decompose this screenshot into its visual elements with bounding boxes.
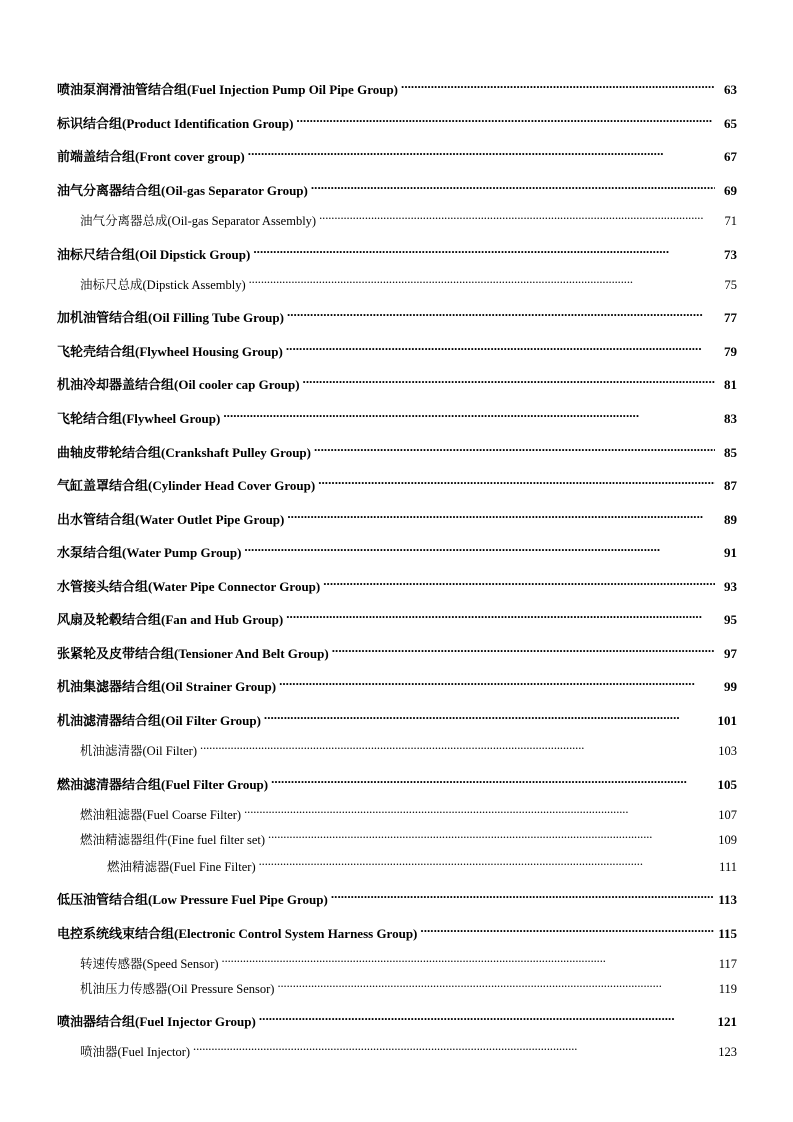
toc-entry-title: 喷油泵润滑油管结合组(Fuel Injection Pump Oil Pipe Group) (57, 82, 399, 97)
toc-entry-title: 机油冷却器盖结合组(Oil cooler cap Group) (57, 377, 300, 392)
toc-entry[interactable] (0, 74, 793, 97)
dot-leader (259, 851, 715, 871)
toc-entry[interactable] (0, 239, 793, 262)
dot-leader (401, 74, 715, 94)
toc-subsubentry[interactable] (0, 851, 793, 874)
dot-leader (287, 302, 715, 322)
toc-entry-page: 67 (724, 149, 737, 164)
toc-entry-page: 105 (717, 777, 737, 792)
toc-entry-page: 83 (724, 411, 737, 426)
toc-subentry[interactable] (0, 269, 793, 292)
dot-leader (296, 108, 715, 128)
dot-leader (303, 369, 715, 389)
toc-entry-page: 123 (718, 1045, 737, 1059)
toc-entry-page: 119 (718, 982, 737, 996)
dot-leader (331, 884, 714, 904)
toc-entry-title: 标识结合组(Product Identification Group) (57, 116, 294, 131)
dot-leader (420, 918, 714, 938)
toc-entry-page: 87 (724, 478, 737, 493)
dot-leader (248, 141, 715, 161)
dot-leader (249, 269, 715, 289)
toc-entry[interactable] (0, 1006, 793, 1029)
toc-entry-title: 油气分离器总成(Oil-gas Separator Assembly) (80, 214, 317, 228)
dot-leader (264, 705, 714, 725)
toc-subentry[interactable] (0, 824, 793, 847)
dot-leader (314, 437, 715, 457)
toc-entry-page: 71 (724, 214, 737, 228)
toc-entry[interactable] (0, 504, 793, 527)
toc-entry-page: 101 (717, 713, 737, 728)
toc-entry[interactable] (0, 369, 793, 392)
toc-entry-page: 73 (724, 247, 737, 262)
toc-entry[interactable] (0, 108, 793, 131)
toc-entry-title: 燃油精滤器(Fuel Fine Filter) (107, 860, 256, 874)
toc-entry[interactable] (0, 884, 793, 907)
toc-entry-page: 93 (724, 579, 737, 594)
toc-entry[interactable] (0, 571, 793, 594)
dot-leader (318, 470, 715, 490)
toc-entry-page: 81 (724, 377, 737, 392)
toc-entry-title: 出水管结合组(Water Outlet Pipe Group) (57, 512, 285, 527)
toc-entry-page: 77 (724, 310, 737, 325)
toc-entry-page: 91 (724, 545, 737, 560)
toc-entry[interactable] (0, 638, 793, 661)
toc-entry-page: 113 (718, 892, 737, 907)
toc-entry-page: 99 (724, 679, 737, 694)
dot-leader (332, 638, 715, 658)
toc-entry[interactable] (0, 403, 793, 426)
toc-entry[interactable] (0, 769, 793, 792)
dot-leader (244, 799, 714, 819)
dot-leader (286, 336, 715, 356)
toc-entry-title: 燃油精滤器组件(Fine fuel filter set) (80, 833, 266, 847)
toc-entry-page: 79 (724, 344, 737, 359)
dot-leader (279, 671, 715, 691)
toc-entry-title: 油气分离器结合组(Oil-gas Separator Group) (57, 183, 308, 198)
toc-entry-title: 电控系统线束结合组(Electronic Control System Harness Group) (57, 926, 418, 941)
toc-entry-title: 风扇及轮毂结合组(Fan and Hub Group) (57, 612, 284, 627)
dot-leader (311, 175, 715, 195)
dot-leader (268, 824, 714, 844)
dot-leader (244, 537, 715, 557)
toc-entry[interactable] (0, 918, 793, 941)
dot-leader (319, 205, 715, 225)
toc-entry[interactable] (0, 175, 793, 198)
toc-entry-title: 机油集滤器结合组(Oil Strainer Group) (57, 679, 277, 694)
toc-entry-page: 69 (724, 183, 737, 198)
toc-entry-title: 燃油滤清器结合组(Fuel Filter Group) (57, 777, 269, 792)
toc-entry-title: 气缸盖罩结合组(Cylinder Head Cover Group) (57, 478, 316, 493)
toc-entry-title: 曲轴皮带轮结合组(Crankshaft Pulley Group) (57, 445, 311, 460)
toc-entry-title: 飞轮结合组(Flywheel Group) (57, 411, 221, 426)
toc-subentry[interactable] (0, 735, 793, 758)
dot-leader (253, 239, 715, 259)
toc-entry-title: 油标尺结合组(Oil Dipstick Group) (57, 247, 251, 262)
toc-entry-title: 水泵结合组(Water Pump Group) (57, 545, 242, 560)
dot-leader (259, 1006, 714, 1026)
toc-entry-title: 低压油管结合组(Low Pressure Fuel Pipe Group) (57, 892, 328, 907)
dot-leader (277, 973, 714, 993)
toc-entry-title: 飞轮壳结合组(Flywheel Housing Group) (57, 344, 283, 359)
toc-subentry[interactable] (0, 1036, 793, 1059)
toc-entry-page: 115 (718, 926, 737, 941)
toc-entry-title: 燃油粗滤器(Fuel Coarse Filter) (80, 808, 242, 822)
toc-entry-page: 65 (724, 116, 737, 131)
toc-entry-page: 107 (718, 808, 737, 822)
dot-leader (323, 571, 715, 591)
dot-leader (200, 735, 714, 755)
toc-entry-page: 85 (724, 445, 737, 460)
dot-leader (193, 1036, 714, 1056)
toc-entry-title: 机油滤清器(Oil Filter) (80, 744, 198, 758)
dot-leader (287, 504, 715, 524)
toc-entry-title: 转速传感器(Speed Sensor) (80, 957, 219, 971)
toc-subentry[interactable] (0, 205, 793, 228)
toc-entry[interactable] (0, 671, 793, 694)
toc-entry[interactable] (0, 437, 793, 460)
toc-entry[interactable] (0, 537, 793, 560)
toc-subentry[interactable] (0, 799, 793, 822)
toc-entry[interactable] (0, 604, 793, 627)
dot-leader (222, 948, 715, 968)
toc-entry-title: 水管接头结合组(Water Pipe Connector Group) (57, 579, 321, 594)
toc-subentry[interactable] (0, 973, 793, 996)
toc-entry-page: 117 (718, 957, 737, 971)
toc-entry-page: 63 (724, 82, 737, 97)
toc-entry-title: 机油压力传感器(Oil Pressure Sensor) (80, 982, 275, 996)
toc-subentry[interactable] (0, 948, 793, 971)
toc-entry-page: 109 (718, 833, 737, 847)
toc-entry-page: 89 (724, 512, 737, 527)
dot-leader (286, 604, 715, 624)
toc-entry-page: 121 (717, 1014, 737, 1029)
toc-entry-page: 111 (719, 860, 737, 874)
toc-entry[interactable] (0, 302, 793, 325)
toc-entry[interactable] (0, 705, 793, 728)
toc-entry-title: 喷油器(Fuel Injector) (80, 1045, 191, 1059)
toc-entry[interactable] (0, 336, 793, 359)
toc-entry-title: 加机油管结合组(Oil Filling Tube Group) (57, 310, 284, 325)
toc-entry-title: 张紧轮及皮带结合组(Tensioner And Belt Group) (57, 646, 329, 661)
toc-entry[interactable] (0, 470, 793, 493)
toc-entry-title: 前端盖结合组(Front cover group) (57, 149, 245, 164)
toc-entry-title: 喷油器结合组(Fuel Injector Group) (57, 1014, 256, 1029)
toc-entry-page: 97 (724, 646, 737, 661)
dot-leader (271, 769, 713, 789)
toc-entry-page: 95 (724, 612, 737, 627)
dot-leader (223, 403, 715, 423)
toc-entry-title: 油标尺总成(Dipstick Assembly) (80, 278, 246, 292)
toc-entry-title: 机油滤清器结合组(Oil Filter Group) (57, 713, 261, 728)
toc-entry[interactable] (0, 141, 793, 164)
toc-entry-page: 75 (724, 278, 737, 292)
toc-entry-page: 103 (718, 744, 737, 758)
